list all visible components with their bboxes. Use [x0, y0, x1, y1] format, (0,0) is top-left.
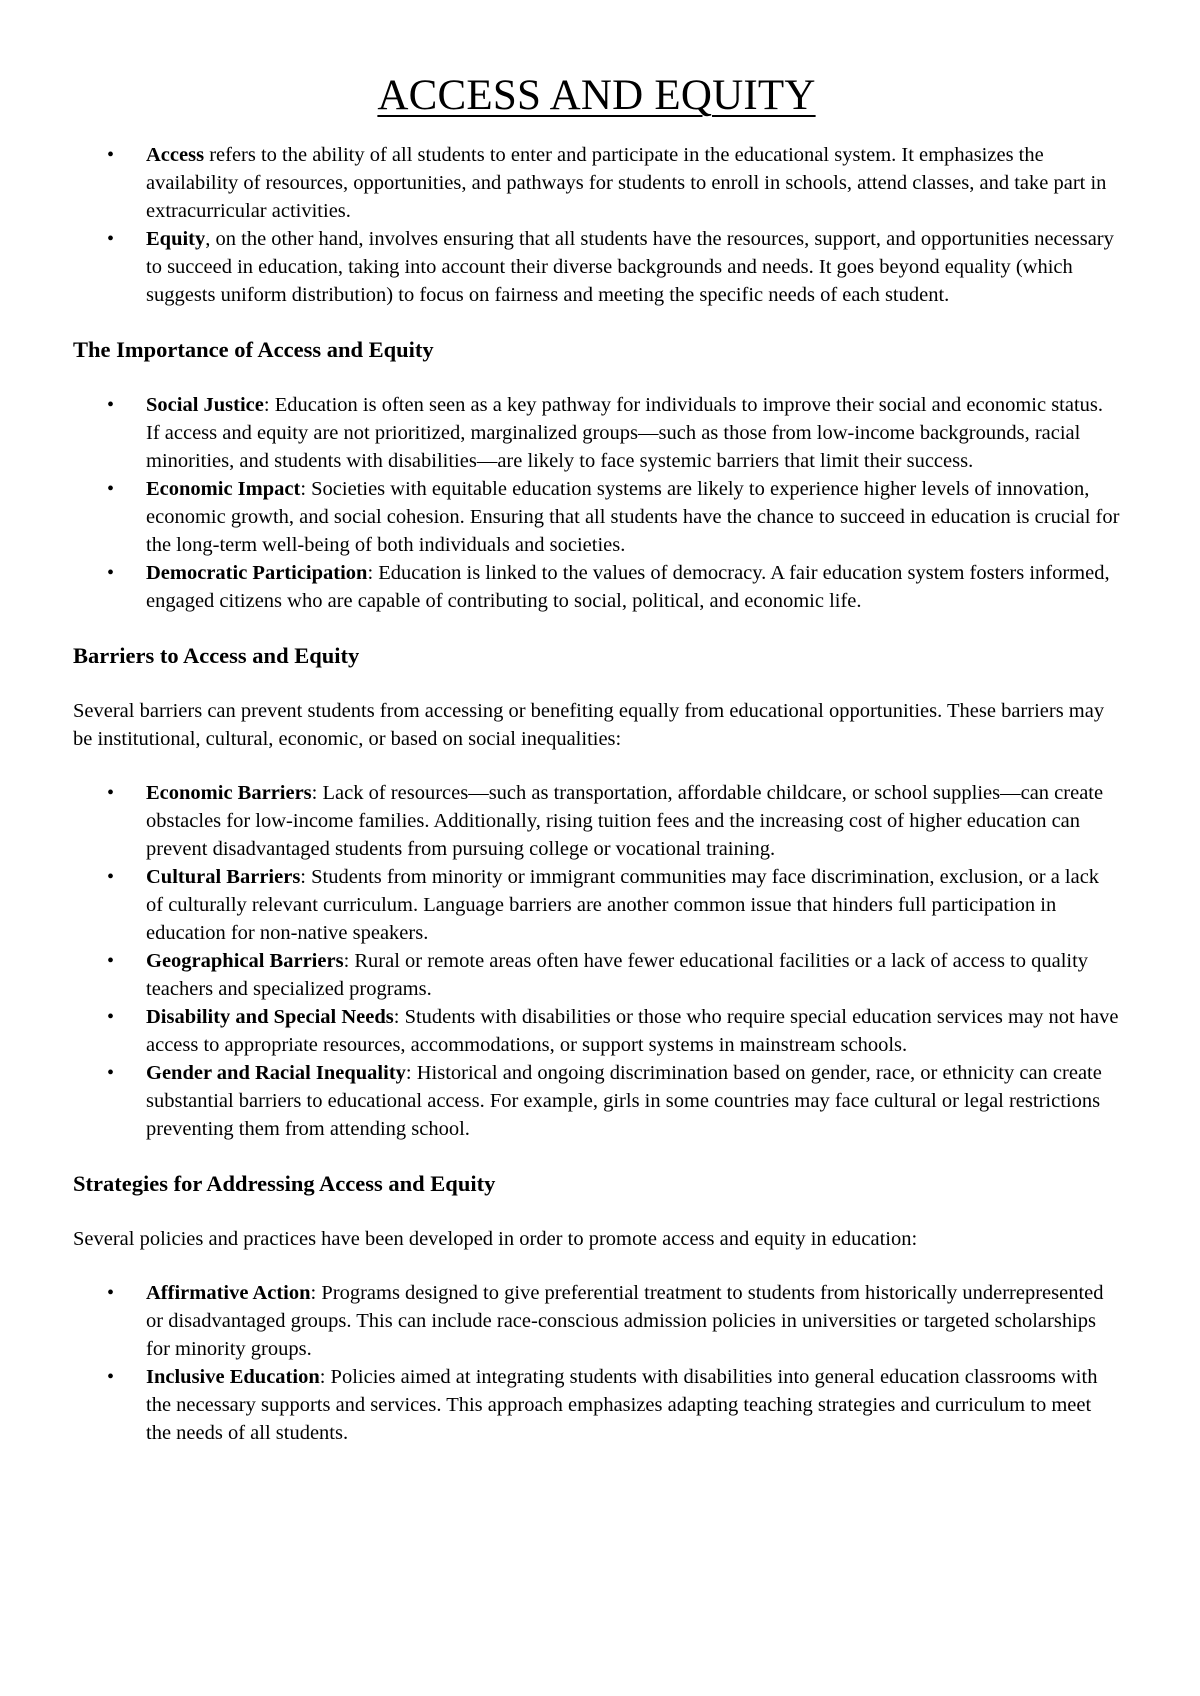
- intro-definitions-list: [73, 141, 1120, 309]
- document-title: ACCESS AND EQUITY: [377, 72, 816, 119]
- list-item: [107, 863, 1120, 947]
- bullet-icon: •: [107, 1282, 115, 1305]
- list-item: [107, 225, 1120, 309]
- bullet-icon: •: [107, 144, 115, 167]
- term-label: Cultural Barriers: [146, 866, 301, 889]
- item-text: : Programs designed to give preferential treatment to students from historically underrepresented or disadvantaged groups. This can include race-conscious admission policies in universities or targeted scholarships for minority groups.: [146, 1282, 1104, 1361]
- item-text: : Societies with equitable education systems are likely to experience higher levels of innovation, economic growth, and social cohesion. Ensuring that all students have the chance to succeed in education is crucial for the long-term well-being of both individuals and societies.: [146, 478, 1120, 557]
- term-label: Gender and Racial Inequality: [146, 1062, 406, 1085]
- bullet-icon: •: [107, 1006, 115, 1029]
- importance-list: [73, 391, 1120, 615]
- term-label: Social Justice: [146, 394, 264, 417]
- term-label: Access: [146, 144, 205, 167]
- list-item: [107, 391, 1120, 475]
- barriers-intro: Several barriers can prevent students from accessing or benefiting equally from educational opportunities. These barriers may be institutional, cultural, economic, or based on social inequalities:: [73, 700, 1105, 751]
- bullet-icon: •: [107, 1062, 115, 1085]
- item-text: refers to the ability of all students to enter and participate in the educational system. It emphasizes the availability of resources, opportunities, and pathways for students to enroll in schools, attend classes, and take part in extracurricular activities.: [146, 144, 1107, 223]
- list-item: [107, 1279, 1120, 1363]
- bullet-icon: •: [107, 228, 115, 251]
- item-text: : Historical and ongoing discrimination based on gender, race, or ethnicity can create substantial barriers to educational access. For example, girls in some countries may face cultural or legal restrictions preventing them from attending school.: [146, 1062, 1102, 1141]
- term-label: Disability and Special Needs: [146, 1006, 394, 1029]
- list-item: [107, 947, 1120, 1003]
- section-heading-barriers: Barriers to Access and Equity: [73, 643, 360, 669]
- list-item: [107, 1059, 1120, 1143]
- item-text: : Policies aimed at integrating students with disabilities into general education classrooms with the necessary supports and services. This approach emphasizes adapting teaching strategies and curriculum to meet the needs of all students.: [146, 1366, 1098, 1445]
- barriers-list: [73, 779, 1120, 1143]
- bullet-icon: •: [107, 866, 115, 889]
- bullet-icon: •: [107, 562, 115, 585]
- term-label: Economic Impact: [146, 478, 301, 501]
- strategies-list: [73, 1279, 1120, 1447]
- bullet-icon: •: [107, 1366, 115, 1389]
- strategies-intro: Several policies and practices have been developed in order to promote access and equity in education:: [73, 1228, 918, 1251]
- item-text: : Students with disabilities or those who require special education services may not have access to appropriate resources, accommodations, or support systems in mainstream schools.: [146, 1006, 1119, 1057]
- bullet-icon: •: [107, 478, 115, 501]
- item-text: : Rural or remote areas often have fewer educational facilities or a lack of access to quality teachers and specialized programs.: [146, 950, 1089, 1001]
- section-heading-importance: The Importance of Access and Equity: [73, 337, 434, 363]
- list-item: [107, 141, 1120, 225]
- item-text: , on the other hand, involves ensuring that all students have the resources, support, and opportunities necessary to succeed in education, taking into account their diverse backgrounds and needs. It goes beyond equality (which suggests uniform distribution) to focus on fairness and meeting the specific needs of each student.: [146, 228, 1114, 307]
- term-label: Affirmative Action: [146, 1282, 311, 1305]
- item-text: : Education is linked to the values of democracy. A fair education system fosters informed, engaged citizens who are capable of contributing to social, political, and economic life.: [146, 562, 1110, 613]
- list-item: [107, 559, 1120, 615]
- bullet-icon: •: [107, 394, 115, 417]
- item-text: : Lack of resources—such as transportation, affordable childcare, or school supplies—can create obstacles for low-income families. Additionally, rising tuition fees and the increasing cost of higher education can prevent disadvantaged students from pursuing college or vocational training.: [146, 782, 1104, 861]
- bullet-icon: •: [107, 782, 115, 805]
- list-item: [107, 1363, 1120, 1447]
- item-text: : Students from minority or immigrant communities may face discrimination, exclusion, or a lack of culturally relevant curriculum. Language barriers are another common issue that hinders full participation in education for non-native speakers.: [146, 866, 1100, 945]
- list-item: [107, 1003, 1120, 1059]
- term-label: Geographical Barriers: [146, 950, 344, 973]
- bullet-icon: •: [107, 950, 115, 973]
- section-heading-strategies: Strategies for Addressing Access and Equity: [73, 1171, 496, 1197]
- term-label: Inclusive Education: [146, 1366, 320, 1389]
- item-text: : Education is often seen as a key pathway for individuals to improve their social and economic status. If access and equity are not prioritized, marginalized groups—such as those from low-income backgrounds, racial minorities, and students with disabilities—are likely to face systemic barriers that limit their success.: [146, 394, 1104, 473]
- list-item: [107, 475, 1120, 559]
- term-label: Equity: [146, 228, 206, 251]
- term-label: Economic Barriers: [146, 782, 312, 805]
- list-item: [107, 779, 1120, 863]
- term-label: Democratic Participation: [146, 562, 368, 585]
